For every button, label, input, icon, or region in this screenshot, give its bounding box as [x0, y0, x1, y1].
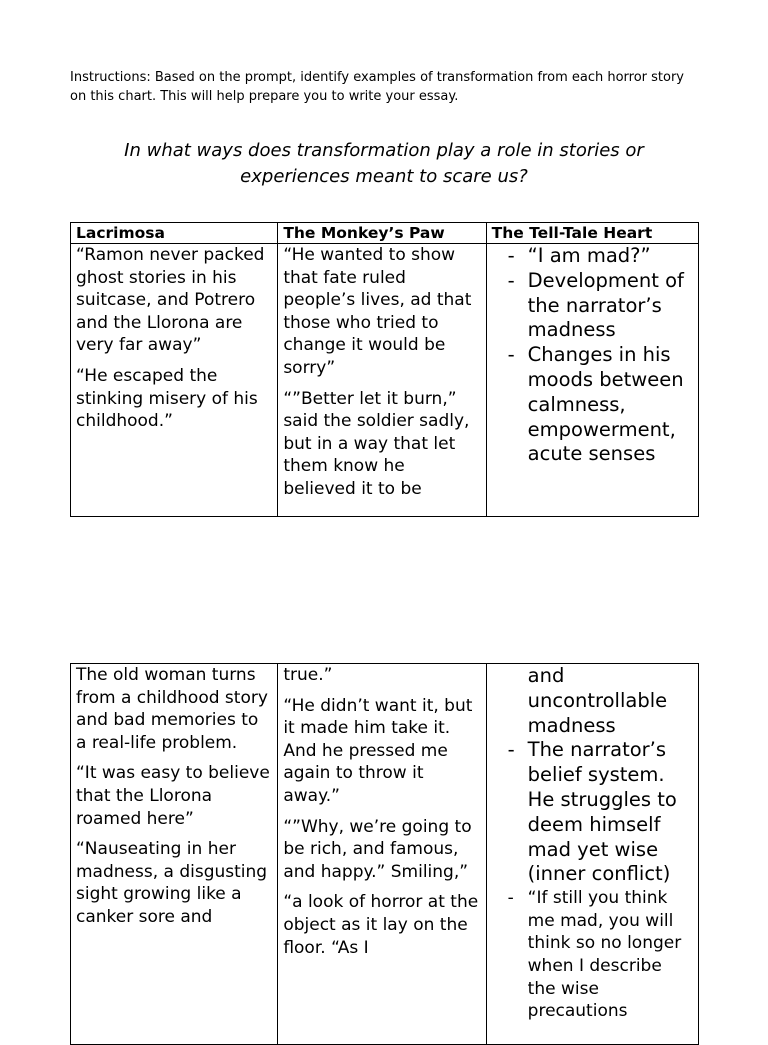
quote: “a look of horror at the object as it lay on the floor. “As I — [283, 892, 479, 958]
quote: The old woman turns from a childhood story and bad memories to a real-life problem. — [76, 665, 268, 753]
quote: true.” — [283, 665, 333, 685]
instructions-text: Instructions: Based on the prompt, identify examples of transformation from each horror story on this chart. This will help prepare you to write your essay. — [70, 70, 685, 104]
header-lacrimosa: Lacrimosa — [71, 223, 278, 244]
quote: “Nauseating in her madness, a disgusting sight growing like a canker sore and — [76, 839, 268, 927]
quote: “It was easy to believe that the Llorona roamed here” — [76, 763, 270, 829]
quote: “”Better let it burn,” said the soldier sadly, but in a way that let them know he believed it to be — [283, 388, 470, 499]
lacrimosa-cell — [71, 664, 278, 1045]
list-item: - “I am mad?” — [492, 244, 694, 269]
quote: “He escaped the stinking misery of his childhood.” — [76, 365, 258, 432]
header-row — [71, 223, 699, 244]
tell-tale-heart-cell — [486, 244, 698, 517]
bullet-list — [492, 244, 694, 467]
quote: “He didn’t want it, but it made him take it. And he pressed me again to throw it away.” — [283, 695, 473, 806]
list-item: and uncontrollable madness — [527, 664, 668, 737]
list-item: - Changes in his moods between calmness, empowerment, acute senses — [492, 343, 694, 467]
list-item: - Development of the narrator’s madness — [492, 269, 694, 343]
monkeys-paw-cell — [278, 244, 486, 517]
essay-prompt: In what ways does transformation play a role in stories or experiences meant to scare us? — [124, 140, 644, 187]
tell-tale-heart-cell — [486, 664, 698, 1045]
quote: “”Why, we’re going to be rich, and famous, and happy.” Smiling,” — [283, 816, 472, 882]
lacrimosa-cell — [71, 244, 278, 517]
monkeys-paw-cell — [278, 664, 486, 1045]
header-tell-tale-heart: The Tell-Tale Heart — [486, 223, 698, 244]
transformation-chart-page-2 — [70, 663, 699, 1045]
bullet-list — [492, 664, 694, 1023]
transformation-chart-page-1 — [70, 222, 699, 517]
quote: “He wanted to show that fate ruled people’s lives, ad that those who tried to change it would be sorry” — [283, 245, 472, 378]
header-monkeys-paw: The Monkey’s Paw — [278, 223, 486, 244]
table-row — [71, 664, 699, 1045]
list-item: - The narrator’s belief system. He struggles to deem himself mad yet wise (inner conflict) — [492, 738, 694, 887]
list-item: - “If still you think me mad, you will think so no longer when I describe the wise precautions — [492, 887, 694, 1023]
table-row — [71, 244, 699, 517]
quote: “Ramon never packed ghost stories in his suitcase, and Potrero and the Llorona are very far away” — [76, 245, 265, 356]
